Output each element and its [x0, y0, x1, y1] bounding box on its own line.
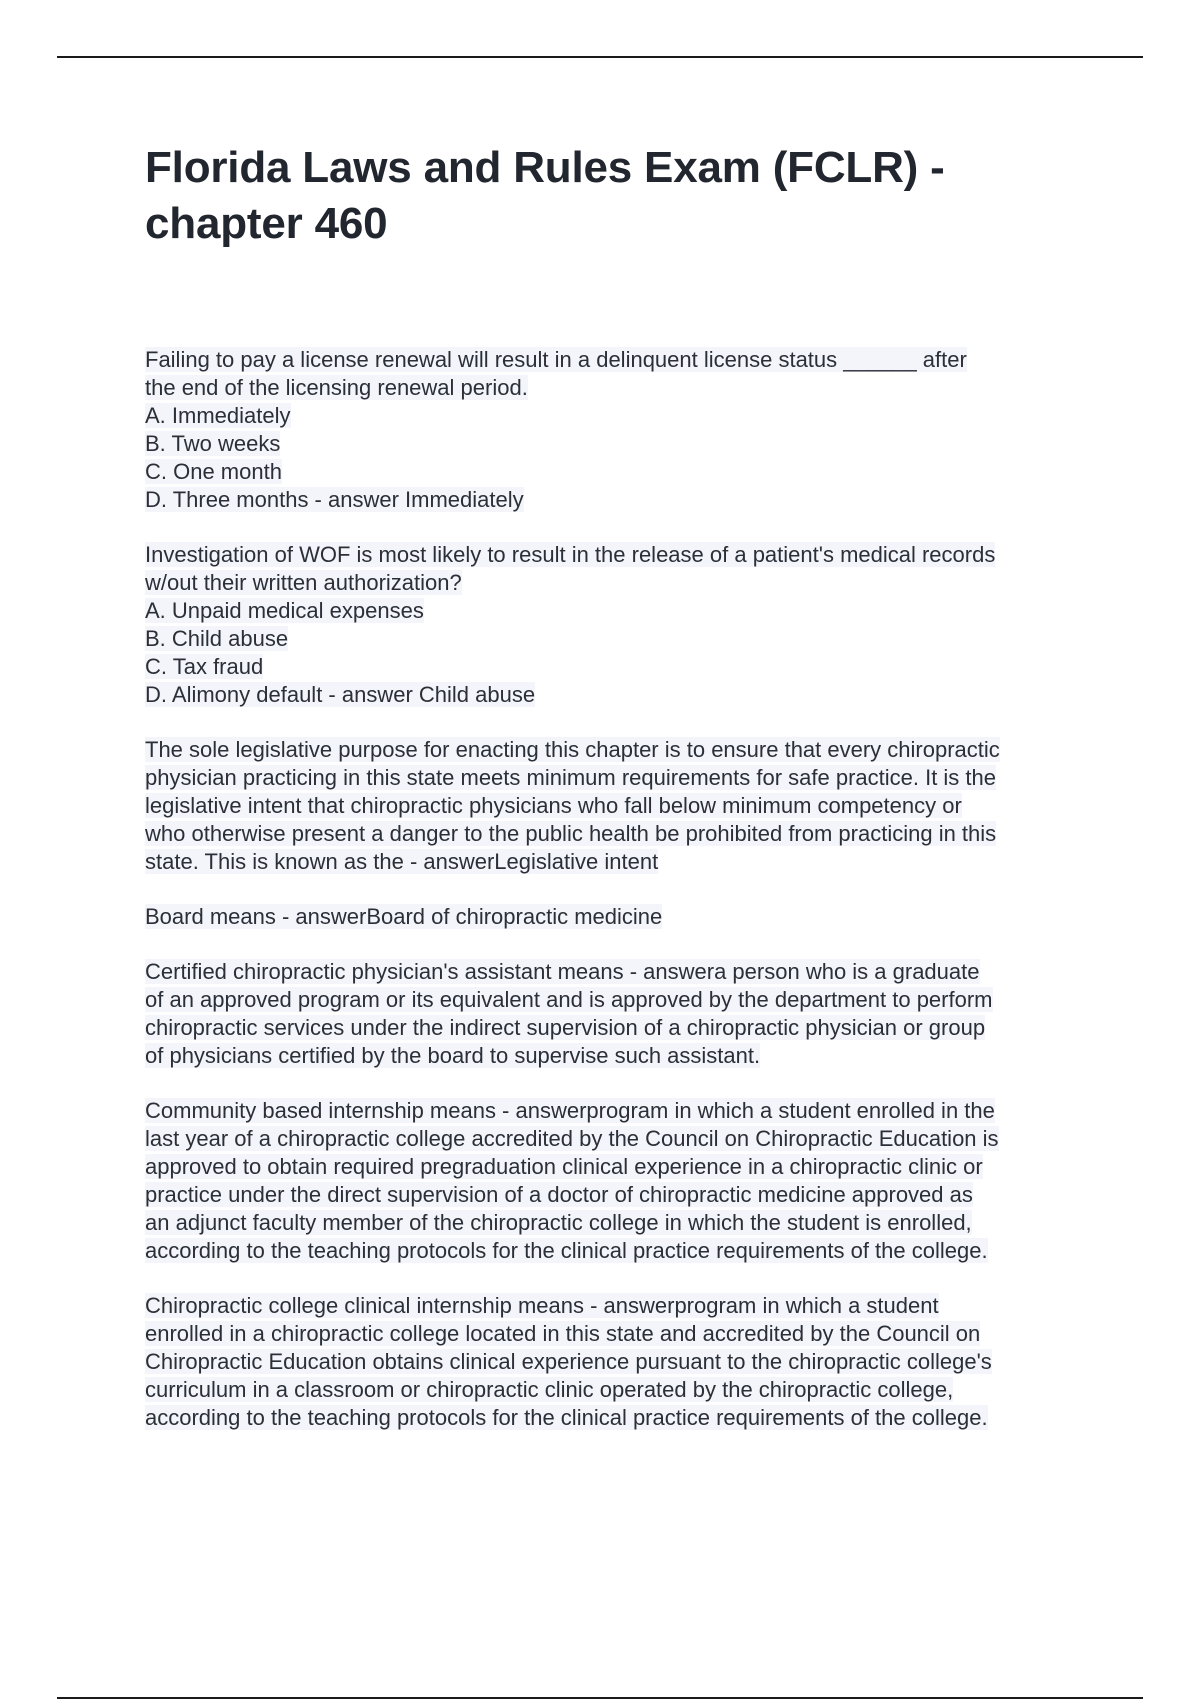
text-line: Community based internship means - answerprogram in which a student enrolled in the	[145, 1098, 995, 1123]
text-line: Failing to pay a license renewal will result in a delinquent license status ______ after	[145, 347, 967, 372]
text-line: state. This is known as the - answerLegislative intent	[145, 849, 659, 874]
text-line: an adjunct faculty member of the chiropractic college in which the student is enrolled,	[145, 1210, 972, 1235]
text-line: chiropractic services under the indirect supervision of a chiropractic physician or group	[145, 1015, 986, 1040]
bottom-divider	[57, 1697, 1143, 1699]
title-line-2: chapter 460	[145, 199, 388, 248]
text-line: Board means - answerBoard of chiropractic medicine	[145, 904, 663, 929]
text-line: of an approved program or its equivalent and is approved by the department to perform	[145, 987, 993, 1012]
text-line: D. Alimony default - answer Child abuse	[145, 682, 536, 707]
page-title	[145, 140, 1090, 252]
qa-block	[145, 346, 1090, 514]
text-line: practice under the direct supervision of a doctor of chiropractic medicine approved as	[145, 1182, 973, 1207]
text-line: Certified chiropractic physician's assistant means - answera person who is a graduate	[145, 959, 980, 984]
text-line: D. Three months - answer Immediately	[145, 487, 524, 512]
qa-block	[145, 903, 1090, 931]
text-line: A. Unpaid medical expenses	[145, 598, 424, 623]
text-line: Chiropractic college clinical internship means - answerprogram in which a student	[145, 1293, 939, 1318]
qa-block	[145, 541, 1090, 709]
text-line: C. Tax fraud	[145, 654, 264, 679]
qa-block	[145, 958, 1090, 1070]
document-body	[145, 140, 1090, 1459]
text-line: who otherwise present a danger to the public health be prohibited from practicing in this	[145, 821, 997, 846]
text-line: The sole legislative purpose for enacting this chapter is to ensure that every chiropractic	[145, 737, 1000, 762]
text-line: enrolled in a chiropractic college located in this state and accredited by the Council on	[145, 1321, 981, 1346]
qa-block	[145, 1097, 1090, 1265]
text-line: last year of a chiropractic college accredited by the Council on Chiropractic Education is	[145, 1126, 999, 1151]
qa-block	[145, 736, 1090, 876]
text-line: legislative intent that chiropractic physicians who fall below minimum competency or	[145, 793, 962, 818]
qa-block	[145, 1292, 1090, 1432]
text-line: Chiropractic Education obtains clinical experience pursuant to the chiropractic college's	[145, 1349, 992, 1374]
text-line: C. One month	[145, 459, 282, 484]
text-line: curriculum in a classroom or chiropractic clinic operated by the chiropractic college,	[145, 1377, 954, 1402]
text-line: A. Immediately	[145, 403, 291, 428]
top-divider	[57, 56, 1143, 58]
text-line: B. Two weeks	[145, 431, 281, 456]
text-line: Investigation of WOF is most likely to result in the release of a patient's medical records	[145, 542, 996, 567]
text-line: approved to obtain required pregraduation clinical experience in a chiropractic clinic or	[145, 1154, 983, 1179]
text-line: physician practicing in this state meets minimum requirements for safe practice. It is the	[145, 765, 997, 790]
text-line: B. Child abuse	[145, 626, 289, 651]
text-line: according to the teaching protocols for the clinical practice requirements of the college.	[145, 1238, 988, 1263]
text-line: of physicians certified by the board to supervise such assistant.	[145, 1043, 761, 1068]
title-line-1: Florida Laws and Rules Exam (FCLR) -	[145, 143, 945, 192]
text-line: the end of the licensing renewal period.	[145, 375, 528, 400]
text-line: according to the teaching protocols for the clinical practice requirements of the college.	[145, 1405, 988, 1430]
text-line: w/out their written authorization?	[145, 570, 462, 595]
qa-list	[145, 346, 1090, 1432]
